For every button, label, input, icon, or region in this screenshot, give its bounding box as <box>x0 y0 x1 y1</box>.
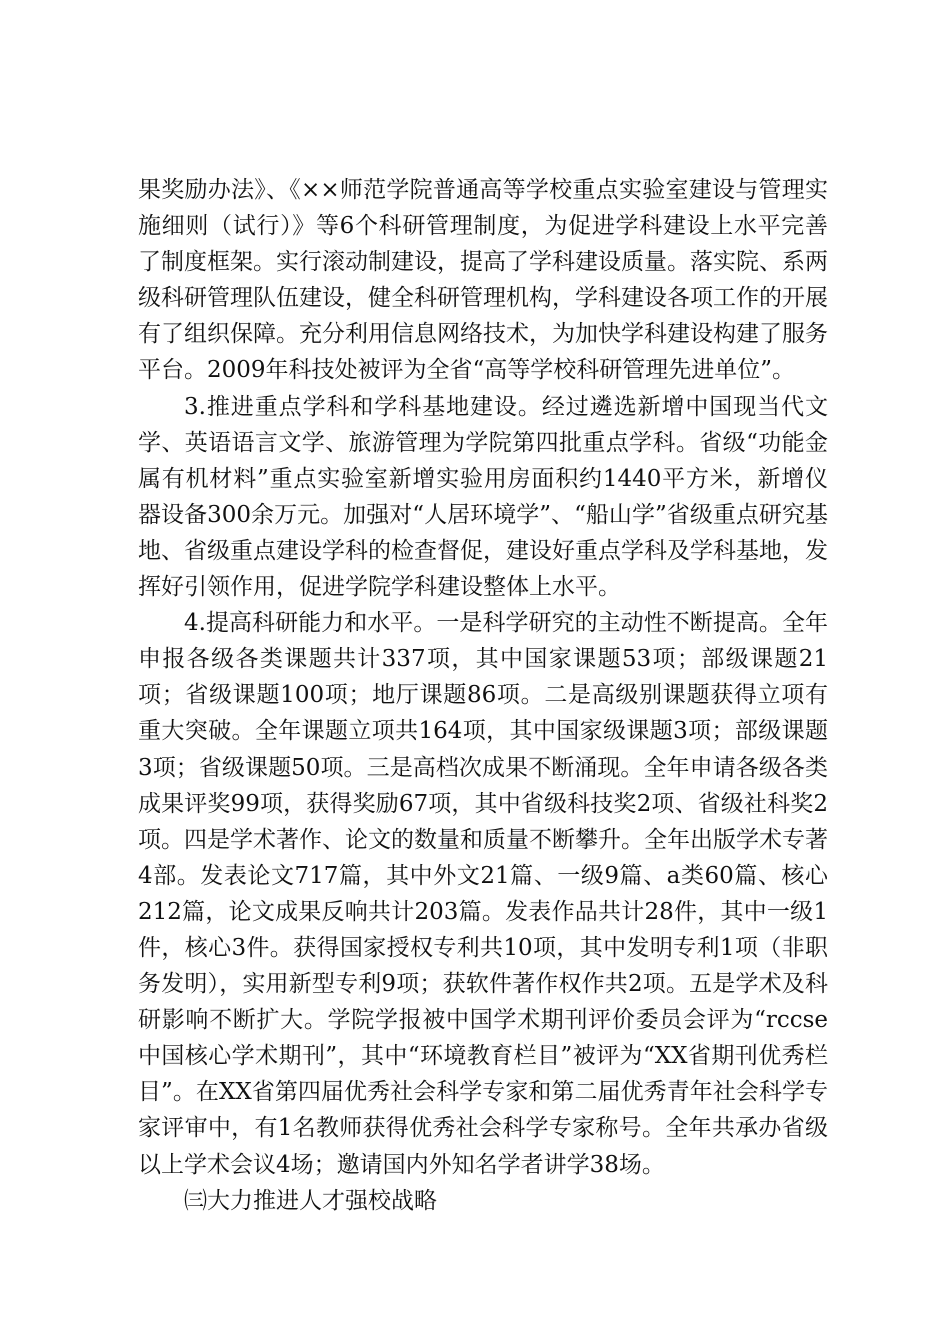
section-heading: ㈢大力推进人才强校战略 <box>184 1187 437 1214</box>
paragraph-item-4: 4.提高科研能力和水平。一是科学研究的主动性不断提高。全年申报各级各类课题共计337项，其中国家课题53项；部级课题21项；省级课题100项；地厅课题86项。二是高级别课题获得立项有重大突破。全年课题立项共164项，其中国家级课题3项；部级课题3项；省级课题50项。三是高档次成果不断涌现。全年申请各级各类成果评奖99项，获得奖励67项，其中省级科技奖2项、省级社科奖2项。四是学术著作、论文的数量和质量不断攀升。全年出版学术专著4部。发表论文717篇，其中外文21篇、一级9篇、a类60篇、核心212篇，论文成果反响共计203篇。发表作品共计28件，其中一级1件，核心3件。获得国家授权专利共10项，其中发明专利1项（非职务发明），实用新型专利9项；获软件著作权作共2项。五是学术及科研影响不断扩大。学院学报被中国学术期刊评价委员会评为“rccse中国核心学术期刊”，其中“环境教育栏目”被评为“XX省期刊优秀栏目”。在XX省第四届优秀社会科学专家和第二届优秀青年社会科学专家评审中，有1名教师获得优秀社会科学专家称号。全年共承办省级以上学术会议4场；邀请国内外知名学者讲学38场。 <box>138 610 828 1178</box>
paragraph-item-3: 3.推进重点学科和学科基地建设。经过遴选新增中国现当代文学、英语语言文学、旅游管理为学院第四批重点学科。省级“功能金属有机材料”重点实验室新增实验用房面积约1440平方米，新增仪器设备300余万元。加强对“人居环境学”、“船山学”省级重点研究基地、省级重点建设学科的检查督促，建设好重点学科及学科基地，发挥好引领作用，促进学院学科建设整体上水平。 <box>138 393 828 601</box>
document-body <box>138 172 828 1219</box>
paragraph-continuation: 果奖励办法》、《××师范学院普通高等学校重点实验室建设与管理实施细则（试行）》等6个科研管理制度，为促进学科建设上水平完善了制度框架。实行滚动制建设，提高了学科建设质量。落实院、系两级科研管理队伍建设，健全科研管理机构，学科建设各项工作的开展有了组织保障。充分利用信息网络技术，为加快学科建设构建了服务平台。2009年科技处被评为全省“高等学校科研管理先进单位”。 <box>138 177 828 384</box>
